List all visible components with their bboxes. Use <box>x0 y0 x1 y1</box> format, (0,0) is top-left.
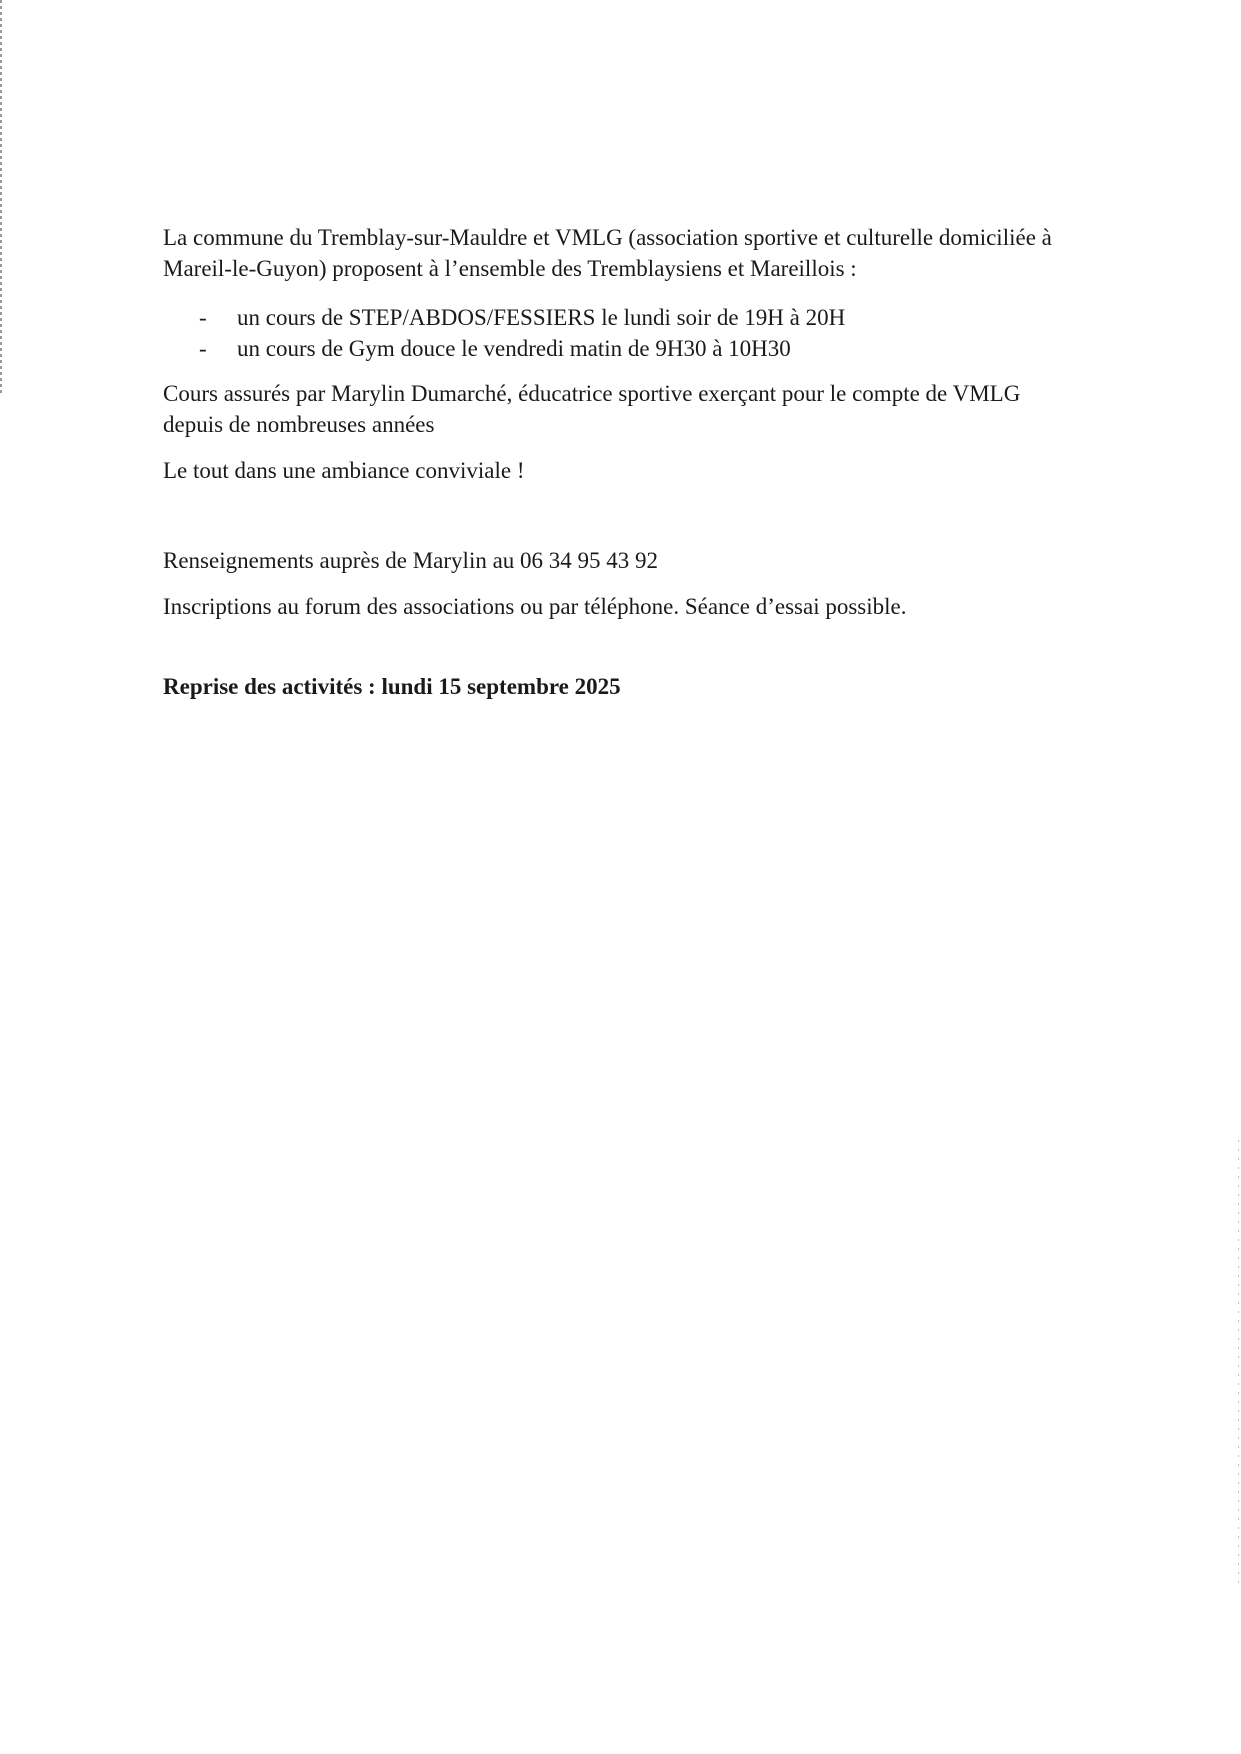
contact-paragraph: Renseignements auprès de Marylin au 06 34 95 43 92 <box>163 548 659 573</box>
scan-edge-right <box>1238 1140 1239 1590</box>
scan-edge-left <box>0 0 2 395</box>
course-gym-text: un cours de Gym douce le vendredi matin de 9H30 à 10H30 <box>237 336 791 361</box>
list-item <box>199 302 1063 333</box>
course-list <box>163 302 1063 364</box>
list-item <box>199 333 1063 364</box>
course-step-text: un cours de STEP/ABDOS/FESSIERS le lundi soir de 19H à 20H <box>237 305 846 330</box>
dash-bullet: - <box>199 305 207 330</box>
reprise-heading: Reprise des activités : lundi 15 septembre 2025 <box>163 674 621 699</box>
ambiance-paragraph: Le tout dans une ambiance conviviale ! <box>163 458 525 483</box>
dash-bullet: - <box>199 336 207 361</box>
intro-paragraph: La commune du Tremblay-sur-Mauldre et VMLG (association sportive et culturelle domiciliée à Mareil-le-Guyon) proposent à l’ensemble des Tremblaysiens et Mareillois : <box>163 225 1052 281</box>
document-body <box>163 222 1063 702</box>
instructor-paragraph: Cours assurés par Marylin Dumarché, éducatrice sportive exerçant pour le compte de VMLG depuis de nombreuses années <box>163 381 1021 437</box>
registration-paragraph: Inscriptions au forum des associations ou par téléphone. Séance d’essai possible. <box>163 594 907 619</box>
